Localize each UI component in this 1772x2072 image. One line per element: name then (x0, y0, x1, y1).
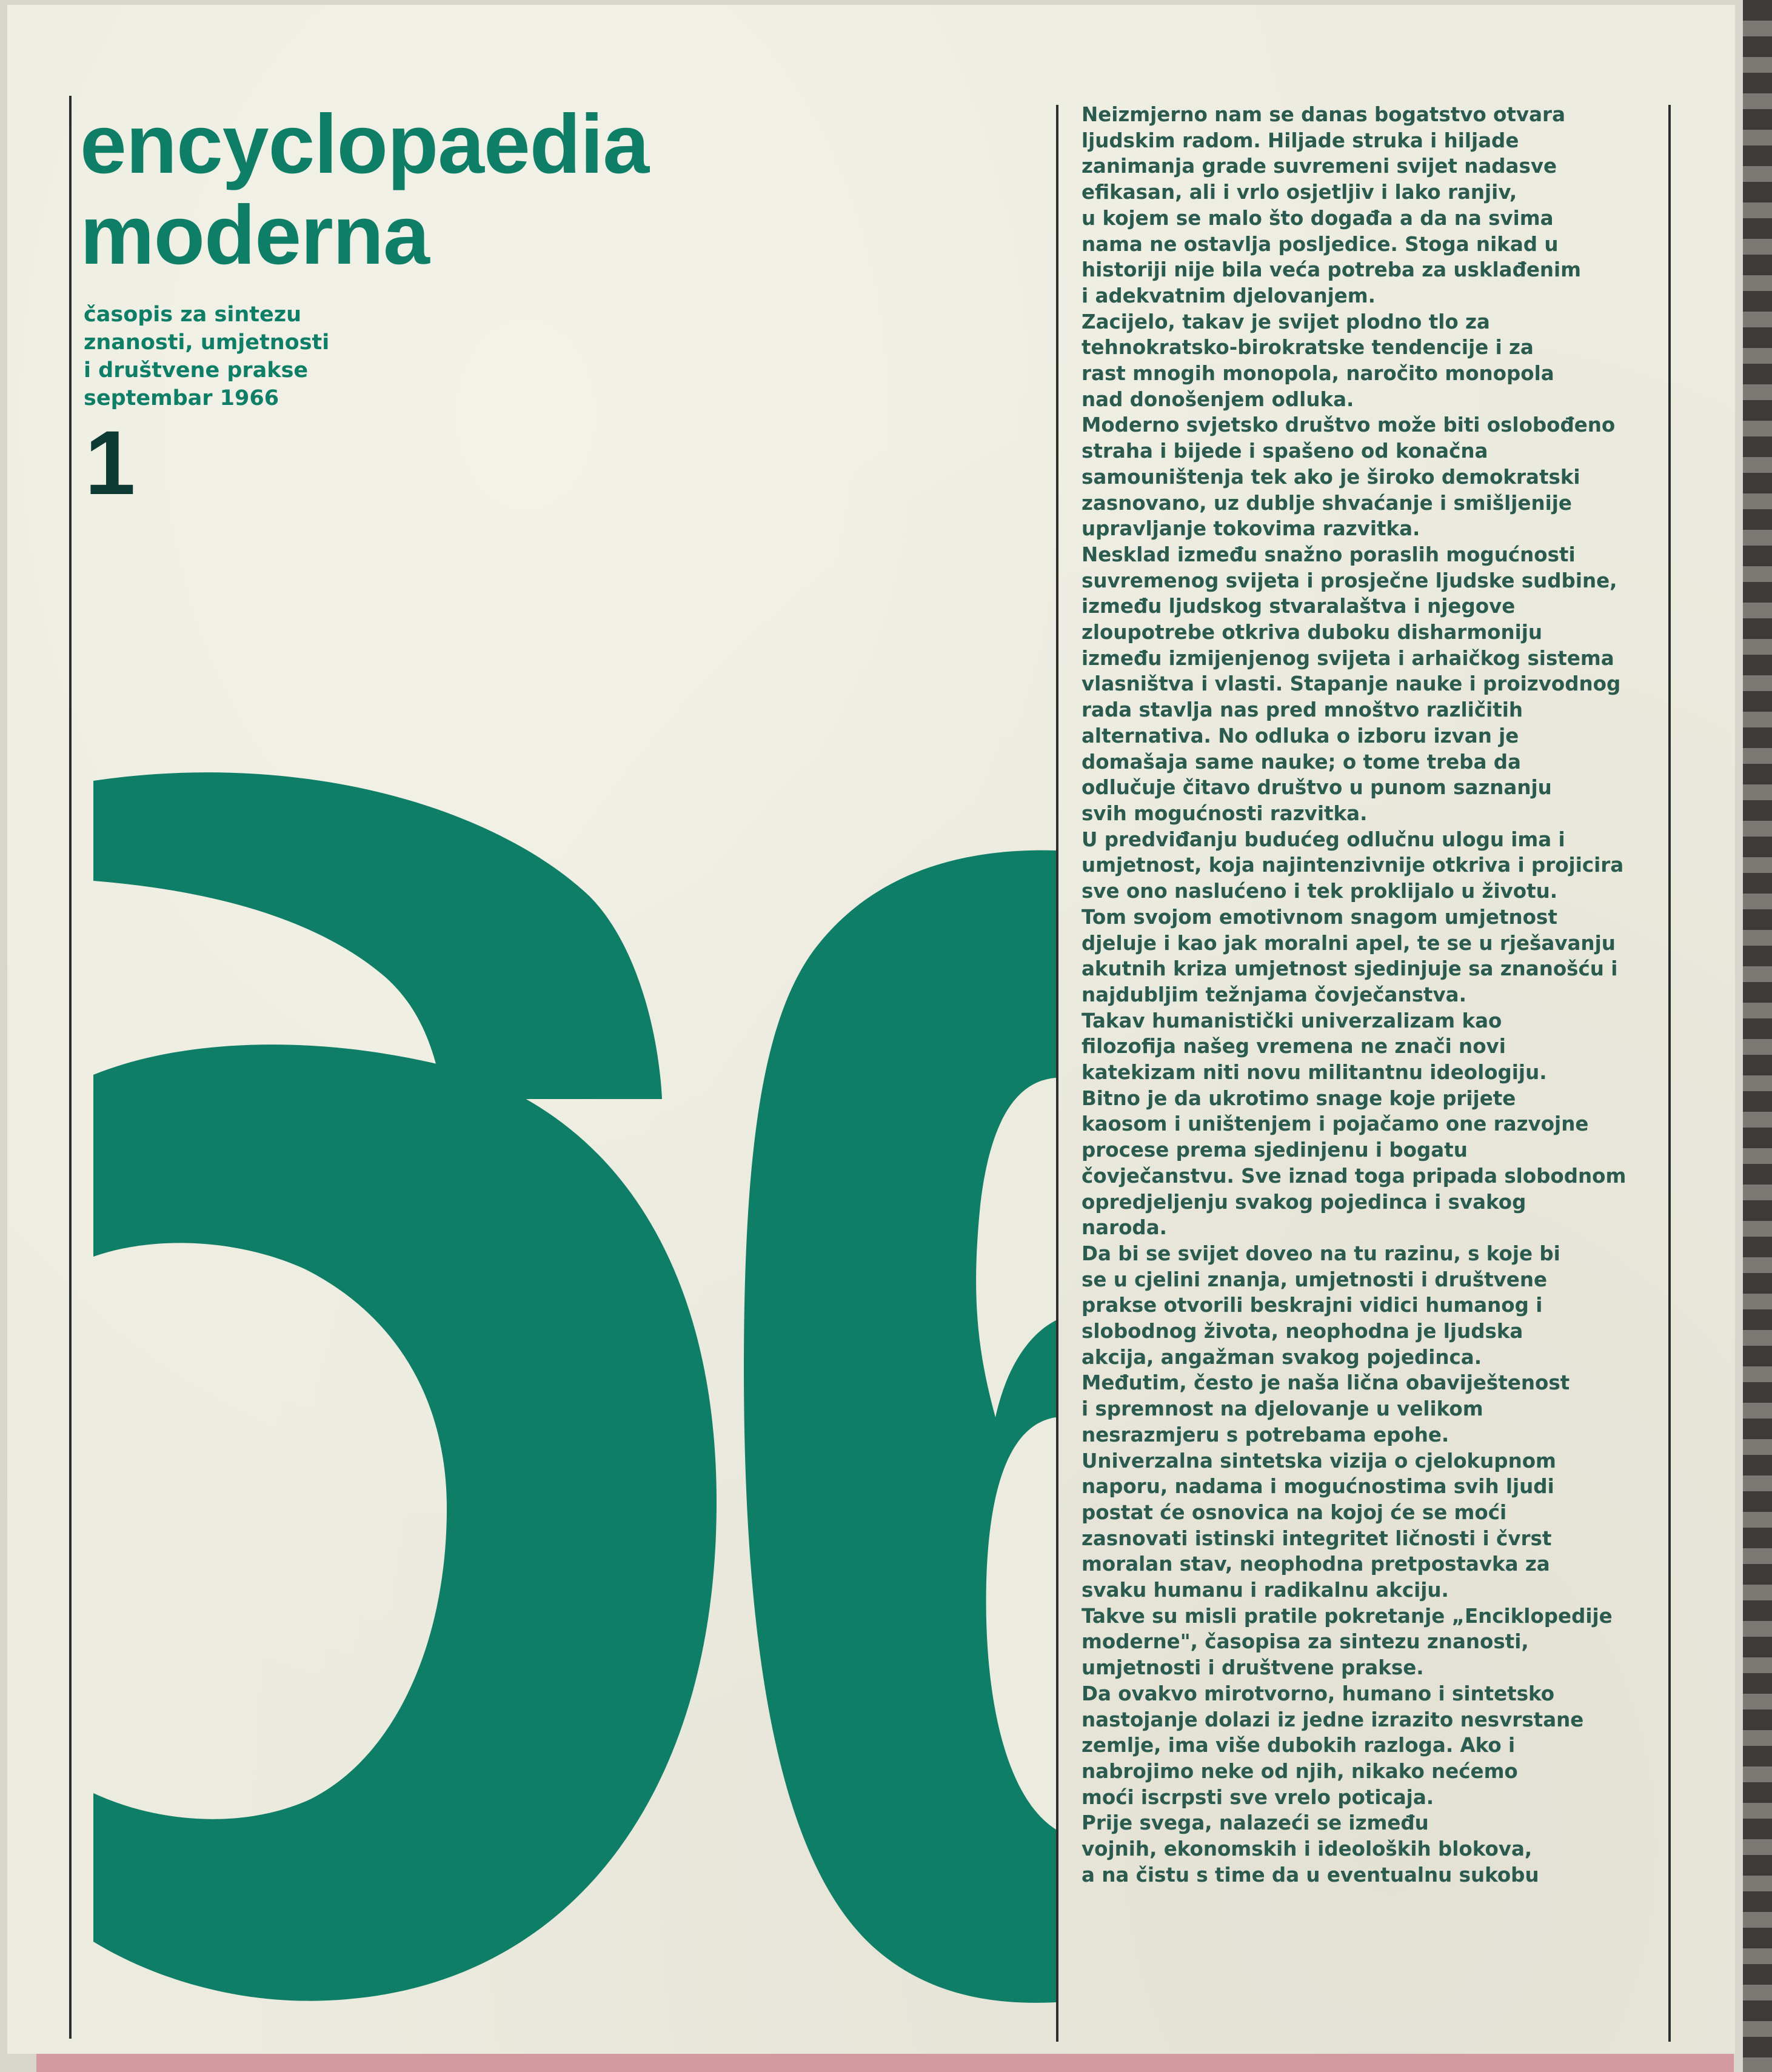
article-line: ljudskim radom. Hiljade struka i hiljade (1082, 129, 1519, 152)
article-line: Univerzalna sintetska vizija o cjelokupnom (1082, 1449, 1556, 1472)
article-line: svih mogućnosti razvitka. (1082, 801, 1368, 825)
article-line: sve ono naslućeno i tek proklijalo u životu. (1082, 880, 1558, 903)
article-line: Moderno svjetsko društvo može biti oslobođeno (1082, 413, 1616, 437)
six-1-arc (93, 772, 662, 1099)
article-line: vlasništva i vlasti. Stapanje nauke i proizvodnog (1082, 672, 1621, 696)
six-2-body (744, 851, 1056, 2003)
article-line: umjetnost, koja najintenzivnije otkriva i projicira (1082, 854, 1624, 877)
subtitle-line: i društvene prakse (84, 358, 309, 383)
article-line: naroda. (1082, 1216, 1167, 1240)
article-line: Da ovakvo mirotvorno, humano i sintetsko (1082, 1682, 1555, 1705)
article-line: nastojanje dolazi iz jedne izrazito nesvrstane (1082, 1708, 1584, 1731)
article-line: alternativa. No odluka o izboru izvan je (1082, 724, 1519, 747)
title-line: moderna (80, 189, 429, 282)
subtitle-line: znanosti, umjetnosti (84, 330, 330, 355)
article-line: nama ne ostavlja posljedice. Stoga nikad u (1082, 232, 1559, 256)
article-line: nad donošenjem odluka. (1082, 387, 1354, 411)
article-line: Takve su misli pratile pokretanje „Enciklopedije (1082, 1604, 1613, 1628)
article-line: kaosom i uništenjem i pojačamo one razvojne (1082, 1112, 1589, 1136)
article-line: procese prema sjedinjenu i bogatu (1082, 1138, 1468, 1162)
article-line: Takav humanistički univerzalizam kao (1082, 1009, 1502, 1032)
article-line: djeluje i kao jak moralni apel, te se u rješavanju (1082, 931, 1616, 955)
article-line: Zacijelo, takav je svijet plodno tlo za (1082, 310, 1490, 333)
article-line: najdubljim težnjama čovječanstva. (1082, 983, 1466, 1006)
article-line: Da bi se svijet doveo na tu razinu, s koje bi (1082, 1242, 1560, 1265)
article-line: u kojem se malo što događa a da na svima (1082, 206, 1554, 230)
article-line: upravljanje tokovima razvitka. (1082, 517, 1420, 541)
article-line: akcija, angažman svakog pojedinca. (1082, 1345, 1482, 1369)
article-line: postat će osnovica na kojoj će se moći (1082, 1500, 1507, 1524)
article-line: Tom svojom emotivnom snagom umjetnost (1082, 905, 1557, 929)
article-line: tehnokratsko-birokratske tendencije i za (1082, 336, 1534, 359)
article-line: vojnih, ekonomskih i ideoloških blokova, (1082, 1837, 1533, 1861)
article-line: samouništenja tek ako je široko demokratski (1082, 465, 1580, 489)
article-line: a na čistu s time da u eventualnu sukobu (1082, 1863, 1539, 1887)
article-line: rada stavlja nas pred mnoštvo različitih (1082, 698, 1523, 722)
article-line: historiji nije bila veća potreba za usklađenim (1082, 258, 1582, 282)
article-line: zloupotrebe otkriva duboku disharmoniju (1082, 621, 1543, 644)
article-line: domašaja same nauke; o tome treba da (1082, 750, 1521, 774)
article-line: i adekvatnim djelovanjem. (1082, 284, 1376, 307)
article-line: čovječanstvu. Sve iznad toga pripada slobodnom (1082, 1164, 1627, 1188)
article-line: zanimanja grade suvremeni svijet nadasve (1082, 155, 1557, 178)
article-line: moći iscrpsti sve vrelo poticaja. (1082, 1785, 1434, 1809)
article-line: i spremnost na djelovanje u velikom (1082, 1397, 1483, 1421)
subtitle-line: časopis za sintezu (84, 302, 301, 327)
article-line: efikasan, ali i vrlo osjetljiv i lako ranjiv, (1082, 181, 1517, 204)
article-line: svaku humanu i radikalnu akciju. (1082, 1579, 1449, 1602)
article-line: umjetnosti i društvene prakse. (1082, 1656, 1424, 1680)
article-line: katekizam niti novu militantnu ideologiju. (1082, 1061, 1547, 1084)
article-line: zasnovano, uz dublje shvaćanje i smišljenije (1082, 491, 1572, 515)
right-rule (1668, 105, 1671, 2042)
article-line: moderne", časopisa za sintezu znanosti, (1082, 1630, 1529, 1654)
magazine-cover (7, 5, 1735, 2054)
article-line: akutnih kriza umjetnost sjedinjuje sa znanošću i (1082, 957, 1618, 981)
big-66-graphic (7, 5, 1056, 2054)
article-line: se u cjelini znanja, umjetnosti i društvene (1082, 1268, 1548, 1291)
article-line: Nesklad između snažno poraslih mogućnosti (1082, 543, 1576, 566)
article-line: prakse otvorili beskrajni vidici humanog i (1082, 1294, 1543, 1317)
article-line: rast mnogih monopola, naročito monopola (1082, 362, 1554, 386)
article-line: zemlje, ima više dubokih razloga. Ako i (1082, 1734, 1516, 1757)
article-line: zasnovati istinski integritet ličnosti i čvrst (1082, 1526, 1552, 1550)
article-line: odlučuje čitavo društvo u punom saznanju (1082, 776, 1552, 800)
article-line: naporu, nadama i mogućnostima svih ljudi (1082, 1475, 1554, 1499)
article-column (1082, 102, 1657, 1888)
article-line: Međutim, često je naša lična obaviještenost (1082, 1371, 1570, 1395)
article-line: nesrazmjeru s potrebama epohe. (1082, 1423, 1449, 1446)
article-line: slobodnog života, neophodna je ljudska (1082, 1320, 1523, 1343)
article-line: suvremenog svijeta i prosječne ljudske sudbine, (1082, 569, 1617, 592)
article-line: između ljudskog stvaralaštva i njegove (1082, 595, 1516, 618)
article-line: između izmijenjenog svijeta i arhaičkog sistema (1082, 646, 1614, 670)
subtitle-line: septembar 1966 (84, 386, 279, 410)
article-line: Prije svega, nalazeći se između (1082, 1811, 1429, 1835)
article-line: Bitno je da ukrotimo snage koje prijete (1082, 1086, 1516, 1110)
article-line: straha i bijede i spašeno od konačna (1082, 439, 1488, 463)
article-line: nabrojimo neke od njih, nikako nećemo (1082, 1760, 1518, 1783)
six-1-bowl (93, 1044, 717, 2001)
article-line: U predviđanju budućeg odlučnu ulogu ima i (1082, 827, 1565, 851)
article-line: moralan stav, neophodna pretpostavka za (1082, 1552, 1550, 1576)
issue-number: 1 (85, 412, 136, 513)
article-line: Neizmjerno nam se danas bogatstvo otvara (1082, 103, 1565, 126)
middle-rule (1056, 105, 1058, 2042)
article-line: filozofija našeg vremena ne znači novi (1082, 1035, 1506, 1058)
title-line: encyclopaedia (80, 98, 649, 191)
article-line: opredjeljenju svakog pojedinca i svakog (1082, 1190, 1526, 1214)
